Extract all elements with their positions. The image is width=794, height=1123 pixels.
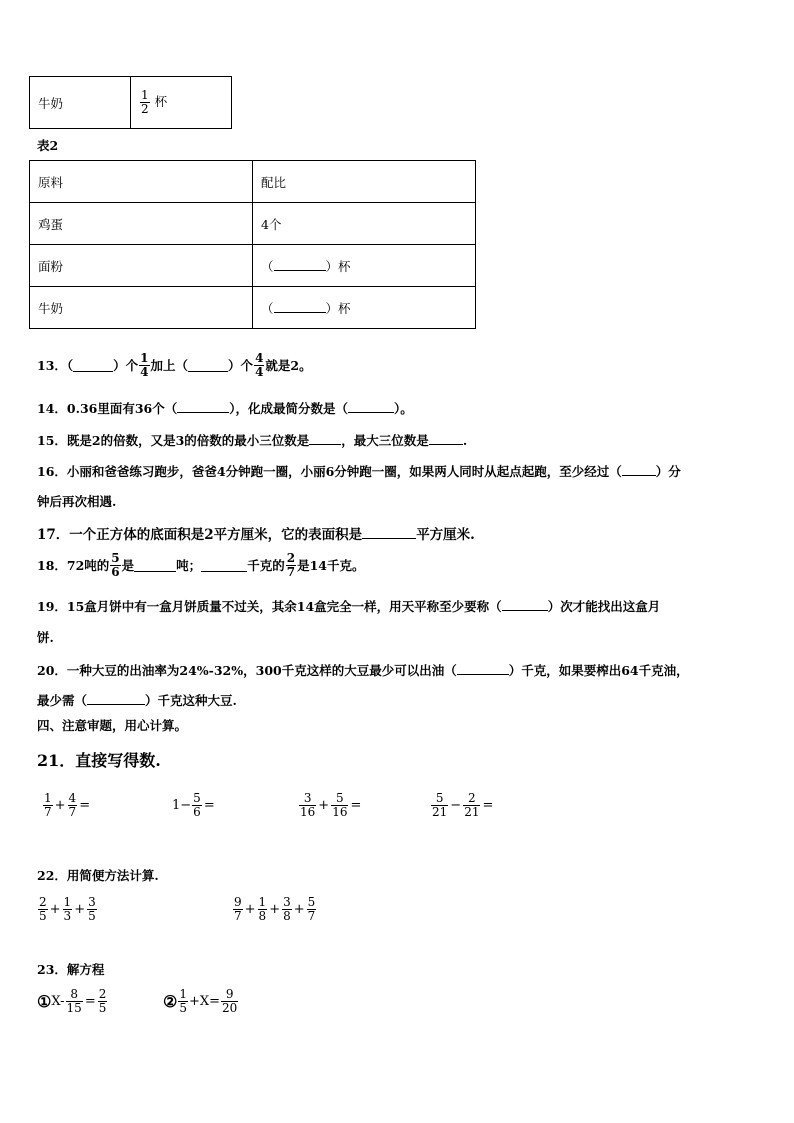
table-2-row-value: （ ）杯: [253, 245, 476, 287]
table-2-row-value: （ ）杯: [253, 287, 476, 329]
operator: +: [49, 902, 61, 917]
q21-item-1: $\frac{1}{7}$ + $\frac{4}{7}$ =: [44, 791, 91, 819]
operator: +: [244, 902, 256, 917]
fraction: $\frac{2}{5}$: [98, 987, 107, 1015]
fraction: $\frac{2}{7}$: [286, 551, 296, 579]
question-13: 13．（ ）个 $\frac{1}{4}$ 加上（ ）个 $\frac{4}{4}$ 就是2。: [37, 351, 312, 379]
operator: +: [293, 902, 305, 917]
operator: +: [269, 902, 281, 917]
q23-equation-1: ① X- $\frac{8}{15}$ = $\frac{2}{5}$: [37, 987, 107, 1015]
table-1-label: 牛奶: [30, 77, 131, 129]
unit-text: 杯: [154, 94, 168, 109]
operator: +: [74, 902, 86, 917]
q23-equation-2: ② $\frac{1}{5}$ +X= $\frac{9}{20}$: [163, 987, 238, 1015]
fraction: $\frac{1}{2}$: [141, 88, 149, 116]
fraction: $\frac{9}{20}$: [222, 987, 238, 1015]
q21-item-2: 1− $\frac{5}{6}$ =: [172, 791, 215, 819]
q21-item-4: $\frac{5}{21}$ − $\frac{2}{21}$ =: [432, 791, 494, 819]
fraction: $\frac{1}{3}$: [63, 895, 72, 923]
fraction: $\frac{3}{8}$: [283, 895, 291, 923]
question-14: 14．0.36里面有36个（ ），化成最简分数是（ ）。: [37, 401, 413, 416]
table-2-header-ratio: 配比: [253, 161, 476, 203]
question-21-title: 21．直接写得数.: [37, 751, 161, 770]
q22-expression-2: [232, 896, 317, 923]
table-2-row-name: 牛奶: [30, 287, 253, 329]
fraction: $\frac{4}{7}$: [68, 791, 77, 819]
fraction: $\frac{9}{7}$: [234, 895, 242, 923]
table-2-row-name: 鸡蛋: [30, 203, 253, 245]
fraction: $\frac{4}{4}$: [255, 351, 264, 379]
table-1-value: [131, 77, 232, 129]
table-2-header-ingredient: 原料: [30, 161, 253, 203]
fraction: $\frac{2}{21}$: [464, 791, 480, 819]
section-heading: 四、注意审题，用心计算。: [37, 718, 188, 733]
table-2: [29, 160, 476, 329]
fraction: $\frac{1}{5}$: [179, 987, 187, 1015]
question-19-line-2: 饼.: [37, 630, 54, 645]
q22-expression-1: [37, 896, 98, 923]
question-20: 20．一种大豆的出油率为24%-32%，300千克这样的大豆最少可以出油（ ）千克，如果要榨出64千克油，: [37, 663, 689, 678]
question-16: 16．小丽和爸爸练习跑步，爸爸4分钟跑一圈，小丽6分钟跑一圈，如果两人同时从起点起跑，至少经过（ ）分: [37, 464, 681, 479]
question-17: 17．一个正方体的底面积是2平方厘米，它的表面积是 平方厘米.: [37, 527, 475, 543]
fraction: $\frac{1}{8}$: [258, 895, 267, 923]
question-18: 18．72吨的 $\frac{5}{6}$ 是 吨； 千克的 $\frac{2}{7}$ 是14千克。: [37, 551, 365, 579]
question-20-line-2: 最少需（ ）千克这种大豆.: [37, 693, 237, 708]
table-2-row-name: 面粉: [30, 245, 253, 287]
table-2-caption: 表2: [37, 138, 59, 153]
fraction: $\frac{5}{6}$: [111, 551, 120, 579]
fraction: $\frac{1}{7}$: [44, 791, 52, 819]
q21-item-3: $\frac{3}{16}$ + $\frac{5}{16}$ =: [300, 791, 362, 819]
table-1: [29, 76, 232, 129]
question-19: 19．15盒月饼中有一盒月饼质量不过关，其余14盒完全一样，用天平称至少要称（ ）次才能找出这盒月: [37, 599, 661, 614]
question-23-title: 23．解方程: [37, 962, 105, 977]
fraction: $\frac{1}{4}$: [140, 351, 149, 379]
fraction: $\frac{5}{16}$: [332, 791, 348, 819]
fraction: $\frac{2}{5}$: [39, 895, 47, 923]
fraction: $\frac{5}{7}$: [307, 895, 316, 923]
fraction: $\frac{5}{6}$: [193, 791, 201, 819]
question-15: 15．既是2的倍数，又是3的倍数的最小三位数是 ，最大三位数是 .: [37, 433, 468, 448]
fraction: $\frac{8}{15}$: [66, 987, 82, 1015]
question-16-line-2: 钟后再次相遇.: [37, 494, 117, 509]
fraction: $\frac{3}{16}$: [300, 791, 316, 819]
question-22-title: 22．用简便方法计算.: [37, 868, 159, 883]
fraction: $\frac{5}{21}$: [432, 791, 448, 819]
table-2-row-value: 4个: [253, 203, 476, 245]
fraction: $\frac{3}{5}$: [88, 895, 96, 923]
